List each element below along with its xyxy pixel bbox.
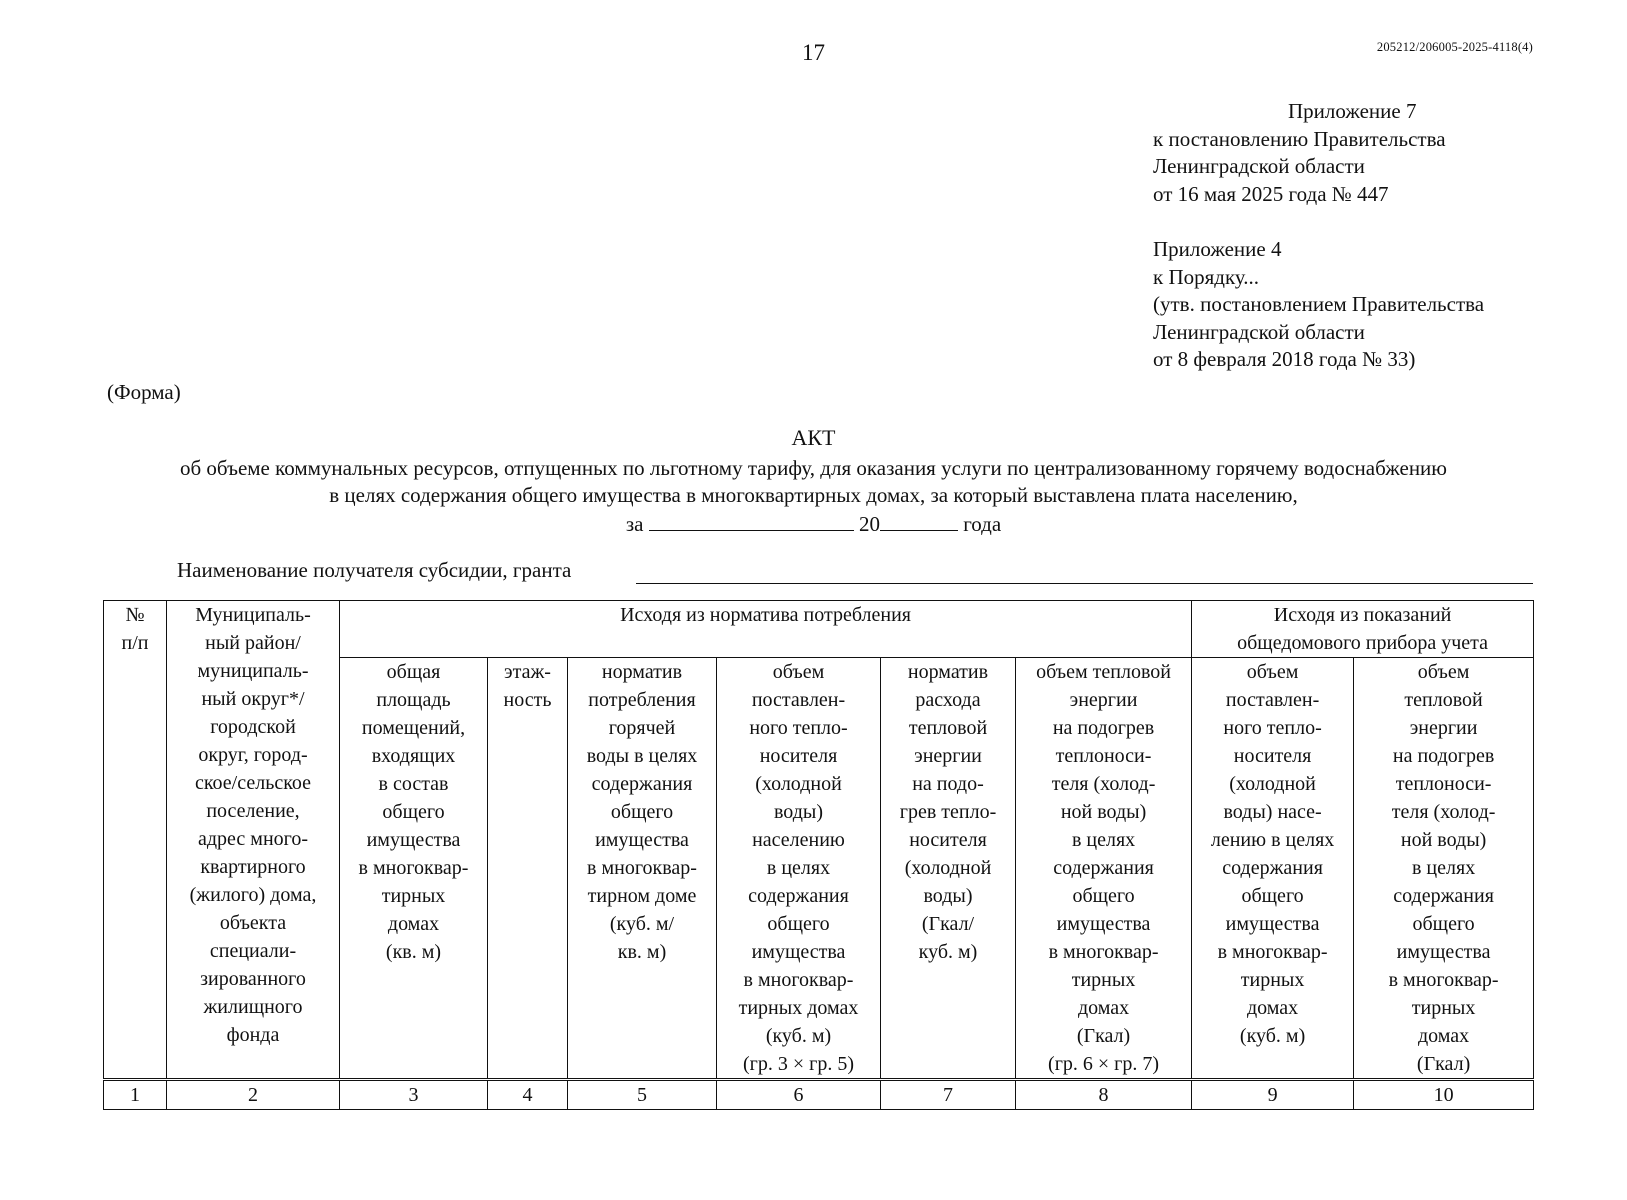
col-header-location: Муниципаль- ный район/ муниципаль- ный округ*/ городской округ, город- ское/сельское поселение, адрес много- квартирного (жилого) дома, объекта специали- зированного жилищного фонда: [167, 601, 340, 1080]
annex-7-line: от 16 мая 2025 года № 447: [1153, 181, 1389, 206]
col-header-floors: этаж- ность: [488, 658, 568, 1080]
col-header-number: № п/п: [104, 601, 167, 1080]
act-table: [103, 600, 1534, 1110]
annex-4-line: (утв. постановлением Правительства: [1153, 292, 1485, 316]
page-number: 17: [802, 40, 825, 65]
period-line: [0, 512, 1627, 537]
form-label: (Форма): [107, 380, 181, 404]
annex-4-line: Приложение 4: [1153, 237, 1282, 261]
annex-4-line: от 8 февраля 2018 года № 33): [1153, 347, 1416, 371]
col-header-carrier-volume: объем поставлен- ного тепло- носителя (холодной воды) населению в целях содержания общего имущества в многоквар- тирных домах (куб. м) (гр. 3 × гр. 5): [717, 658, 881, 1080]
period-year-blank[interactable]: [880, 512, 958, 531]
column-number-cell: 8: [1016, 1080, 1192, 1110]
annex-7-line: Приложение 7: [1288, 99, 1417, 123]
period-month-blank[interactable]: [649, 512, 854, 531]
group-header-meter: Исходя из показаний общедомового прибора учета: [1192, 601, 1534, 658]
column-number-cell: 5: [568, 1080, 717, 1110]
column-number-cell: 9: [1192, 1080, 1354, 1110]
column-number-cell: 4: [488, 1080, 568, 1110]
column-number-cell: 2: [167, 1080, 340, 1110]
act-subtitle-line: в целях содержания общего имущества в многоквартирных домах, за который выставлена плата населению,: [329, 483, 1298, 507]
period-year-prefix: 20: [858, 512, 880, 536]
annex-7-block: [1153, 98, 1446, 208]
recipient-blank-line[interactable]: [636, 583, 1533, 584]
annex-4-line: Ленинградской области: [1153, 319, 1365, 344]
column-number-cell: 6: [717, 1080, 881, 1110]
column-number-cell: 10: [1354, 1080, 1534, 1110]
period-suffix: года: [963, 512, 1002, 536]
act-title: АКТ: [791, 425, 836, 450]
group-header-norm: Исходя из норматива потребления: [340, 601, 1192, 658]
column-number-cell: 1: [104, 1080, 167, 1110]
column-number-row: [104, 1080, 1534, 1110]
annex-7-line: Ленинградской области: [1153, 154, 1365, 178]
document-id: 205212/206005-2025-4118(4): [1376, 40, 1533, 54]
col-header-water-norm: норматив потребления горячей воды в целях содержания общего имущества в многоквар- тирном доме (куб. м/ кв. м): [568, 658, 717, 1080]
annex-4-block: [1153, 236, 1484, 374]
annex-7-line: к постановлению Правительства: [1153, 126, 1446, 151]
annex-4-line: к Порядку...: [1153, 264, 1260, 289]
recipient-label: Наименование получателя субсидии, гранта: [177, 558, 572, 582]
column-number-cell: 7: [881, 1080, 1016, 1110]
col-header-heat-norm: норматив расхода тепловой энергии на подо- грев тепло- носителя (холодной воды) (Гкал/ куб. м): [881, 658, 1016, 1080]
col-header-meter-heat: объем тепловой энергии на подогрев теплоноси- теля (холод- ной воды) в целях содержания общего имущества в многоквар- тирных домах (Гкал): [1354, 658, 1534, 1080]
column-number-cell: 3: [340, 1080, 488, 1110]
act-subtitle: [60, 455, 1567, 509]
act-subtitle-line: об объеме коммунальных ресурсов, отпущенных по льготному тарифу, для оказания услуги по централизованному горячему водоснабжению: [179, 456, 1447, 480]
col-header-area: общая площадь помещений, входящих в состав общего имущества в многоквар- тирных домах (кв. м): [340, 658, 488, 1080]
col-header-heat-volume: объем тепловой энергии на подогрев теплоноси- теля (холод- ной воды) в целях содержания общего имущества в многоквар- тирных домах (Гкал) (гр. 6 × гр. 7): [1016, 658, 1192, 1080]
period-prefix: за: [625, 512, 644, 536]
col-header-meter-carrier: объем поставлен- ного тепло- носителя (холодной воды) насе- лению в целях содержания общего имущества в многоквар- тирных домах (куб. м): [1192, 658, 1354, 1080]
